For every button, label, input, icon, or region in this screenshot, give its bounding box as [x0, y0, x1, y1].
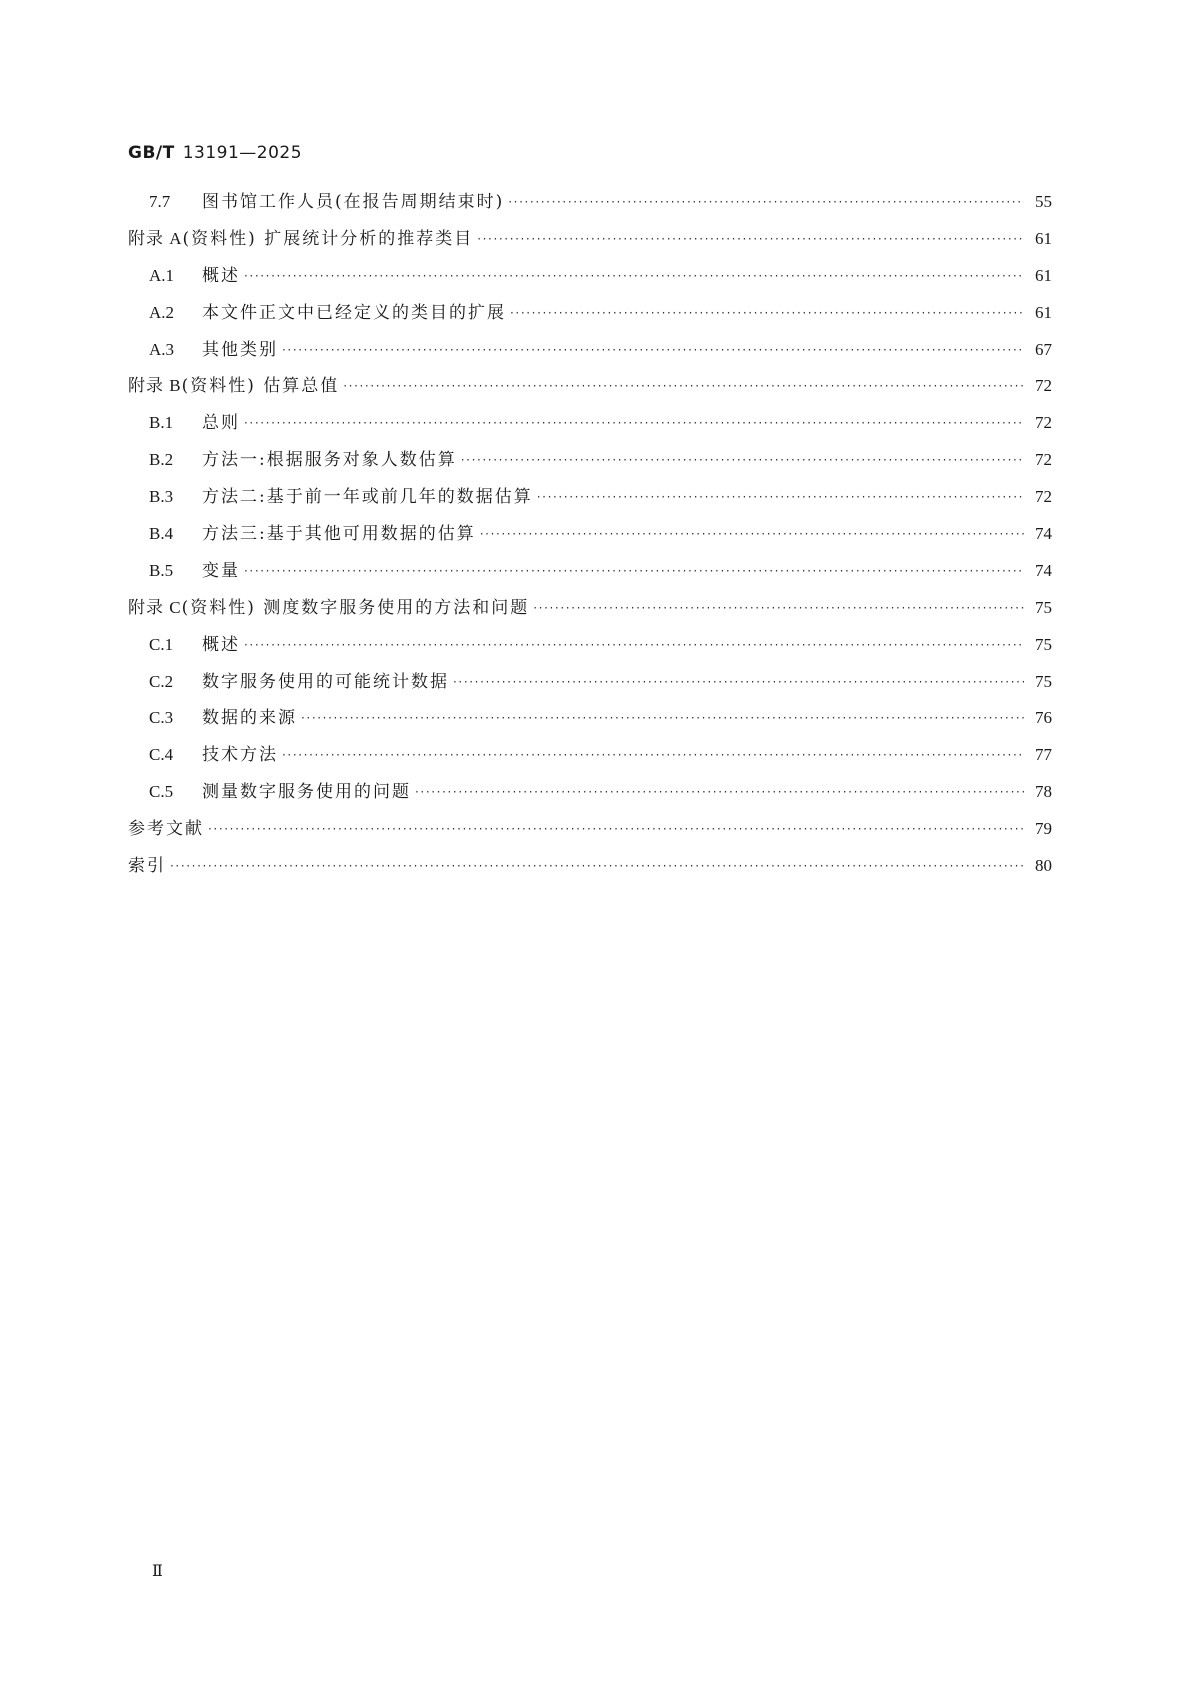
toc-dot-leader: [301, 712, 1024, 724]
toc-entry-page: 77: [1035, 745, 1052, 765]
toc-entry-number: 附录 C: [128, 597, 182, 617]
toc-entry[interactable]: [128, 636, 1052, 673]
toc-entry-title: 索引: [128, 856, 166, 877]
table-of-contents: [128, 193, 1052, 894]
toc-entry[interactable]: [128, 820, 1052, 857]
toc-entry-page: 74: [1035, 524, 1052, 544]
toc-entry-page: 74: [1035, 560, 1052, 580]
toc-entry-page: 76: [1035, 708, 1052, 728]
toc-entry-number: B.2: [149, 450, 174, 470]
toc-entry-title: 测量数字服务使用的问题: [202, 782, 411, 803]
toc-dot-leader: [480, 528, 1024, 540]
toc-entry-page: 72: [1035, 376, 1052, 396]
page-number: Ⅱ: [152, 1563, 163, 1580]
toc-entry-title: 方法二:基于前一年或前几年的数据估算: [202, 487, 533, 508]
toc-entry-title: 概述: [202, 265, 240, 286]
toc-entry-number: B.4: [149, 524, 174, 544]
toc-entry-title: 总则: [202, 413, 240, 434]
toc-entry-page: 72: [1035, 413, 1052, 433]
toc-entry[interactable]: [128, 673, 1052, 710]
toc-entry-title: (资料性) 测度数字服务使用的方法和问题: [181, 597, 530, 618]
toc-entry-page: 67: [1035, 339, 1052, 359]
toc-entry[interactable]: [128, 341, 1052, 378]
toc-entry-title: 参考文献: [128, 819, 204, 840]
toc-entry-page: 61: [1035, 265, 1052, 285]
toc-entry-number: A.3: [149, 339, 175, 359]
toc-entry-page: 75: [1035, 597, 1052, 617]
toc-entry-number: A.1: [149, 265, 175, 285]
toc-entry-title: 概述: [202, 634, 240, 655]
toc-entry[interactable]: [128, 599, 1052, 636]
toc-entry-title: 变量: [202, 560, 240, 581]
toc-dot-leader: [244, 270, 1024, 282]
toc-entry-page: 72: [1035, 487, 1052, 507]
toc-entry[interactable]: [128, 451, 1052, 488]
toc-dot-leader: [477, 233, 1024, 245]
toc-entry-number: 附录 A: [128, 228, 183, 248]
toc-entry[interactable]: [128, 857, 1052, 894]
toc-entry-page: 75: [1035, 634, 1052, 654]
toc-entry-page: 80: [1035, 856, 1052, 876]
toc-entry[interactable]: [128, 414, 1052, 451]
toc-dot-leader: [244, 639, 1024, 651]
toc-entry-title: 本文件正文中已经定义的类目的扩展: [202, 302, 506, 323]
toc-dot-leader: [170, 860, 1024, 872]
standard-code: [128, 143, 302, 163]
toc-entry-page: 75: [1035, 671, 1052, 691]
standard-code-number: 13191—2025: [182, 143, 303, 163]
toc-entry-title: 图书馆工作人员(在报告周期结束时): [202, 192, 505, 212]
toc-dot-leader: [510, 307, 1024, 319]
toc-entry-number: B.5: [149, 560, 174, 580]
toc-entry[interactable]: [128, 267, 1052, 304]
toc-entry-number: 附录 B: [128, 376, 182, 396]
toc-entry-title: (资料性) 扩展统计分析的推荐类目: [182, 228, 474, 249]
toc-entry-number: B.3: [149, 487, 174, 507]
toc-dot-leader: [282, 344, 1024, 356]
toc-entry-page: 55: [1035, 192, 1052, 211]
toc-dot-leader: [537, 491, 1024, 503]
toc-entry[interactable]: [128, 377, 1052, 414]
toc-entry-number: C.2: [149, 671, 174, 691]
toc-entry-number: C.3: [149, 708, 174, 728]
toc-entry-title: 数字服务使用的可能统计数据: [202, 671, 449, 692]
toc-entry[interactable]: [128, 525, 1052, 562]
toc-entry-number: 7.7: [149, 192, 171, 211]
toc-entry-title: 方法一:根据服务对象人数估算: [202, 450, 457, 471]
toc-entry-title: 其他类别: [202, 339, 278, 360]
toc-dot-leader: [282, 749, 1024, 761]
toc-dot-leader: [244, 417, 1024, 429]
toc-entry-page: 61: [1035, 228, 1052, 248]
toc-dot-leader: [244, 565, 1024, 577]
toc-entry[interactable]: [128, 230, 1052, 267]
toc-dot-leader: [461, 454, 1024, 466]
standard-code-prefix: GB/T: [128, 143, 175, 163]
toc-entry-page: 61: [1035, 302, 1052, 322]
toc-entry-number: C.1: [149, 634, 174, 654]
toc-dot-leader: [453, 676, 1024, 688]
toc-entry[interactable]: [128, 193, 1052, 230]
toc-entry-title: 方法三:基于其他可用数据的估算: [202, 524, 476, 545]
toc-entry-title: 技术方法: [202, 745, 278, 766]
toc-dot-leader: [508, 196, 1024, 208]
toc-entry[interactable]: [128, 488, 1052, 525]
toc-dot-leader: [533, 602, 1024, 614]
toc-entry[interactable]: [128, 746, 1052, 783]
toc-entry-number: A.2: [149, 302, 175, 322]
toc-entry[interactable]: [128, 304, 1052, 341]
toc-entry[interactable]: [128, 709, 1052, 746]
toc-entry-number: B.1: [149, 413, 174, 433]
toc-entry-page: 78: [1035, 782, 1052, 802]
toc-entry-number: C.4: [149, 745, 174, 765]
toc-entry-page: 79: [1035, 819, 1052, 839]
toc-dot-leader: [343, 380, 1024, 392]
toc-dot-leader: [415, 786, 1024, 798]
toc-entry-title: (资料性) 估算总值: [181, 376, 340, 397]
toc-dot-leader: [208, 823, 1024, 835]
toc-entry-title: 数据的来源: [202, 708, 297, 729]
toc-entry-page: 72: [1035, 450, 1052, 470]
toc-entry-number: C.5: [149, 782, 174, 802]
toc-entry[interactable]: [128, 562, 1052, 599]
toc-entry[interactable]: [128, 783, 1052, 820]
